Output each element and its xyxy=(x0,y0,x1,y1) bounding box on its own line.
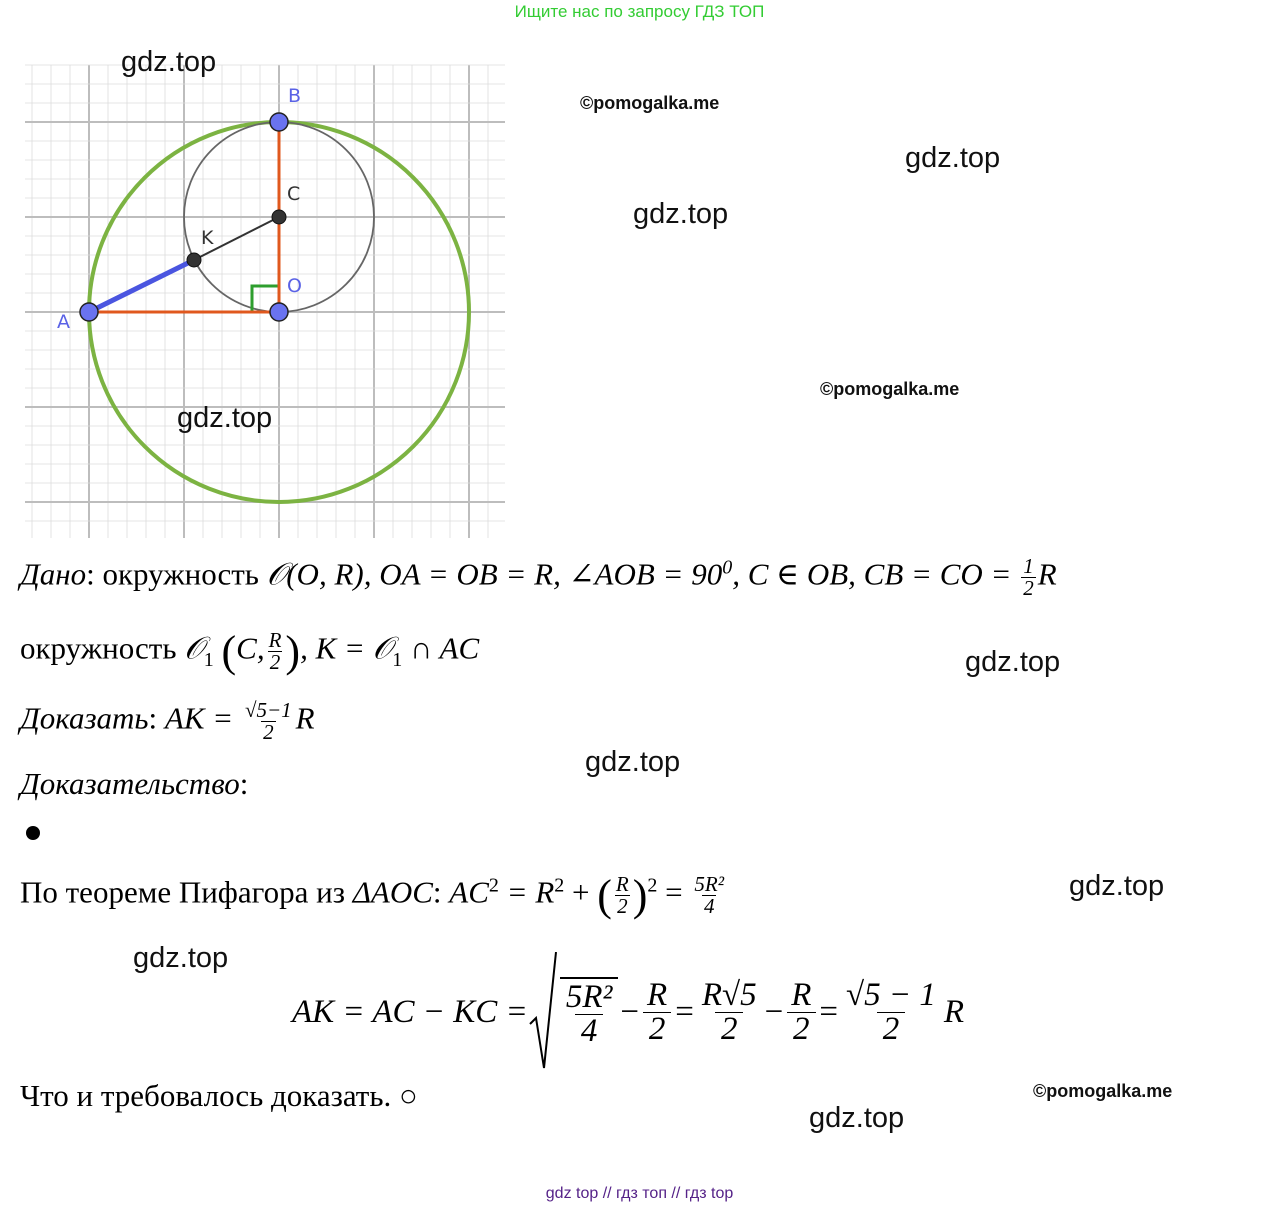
prove-line: Доказать: AK = $\frac{√5-1}{2}$ R xyxy=(20,698,315,744)
geometry-figure xyxy=(20,60,510,540)
pythagoras-line: По теореме Пифагора из ΔAOC: $AC^2 = R^2$ + ( $\frac{R}{2}$ )$^2$ = $\frac{\text{5R²}}{4}$ xyxy=(20,871,724,920)
label-o: O xyxy=(287,275,302,297)
watermark-pomogalka: ©pomogalka.me xyxy=(1033,1081,1173,1101)
given-label: Дано xyxy=(20,556,87,592)
segment-ak xyxy=(89,260,194,312)
watermark-gdz: gdz.top xyxy=(1069,870,1165,902)
sqrt-sign: $\frac{\text{5R²}}{4}$ xyxy=(528,952,621,1072)
given-line-2: окружность 𝒪$_1$ (C, $\frac{R}{2}$ ), K = 𝒪$_1$ ∩ AC xyxy=(20,627,480,676)
watermark-gdz: gdz.top xyxy=(633,198,729,230)
point-a xyxy=(80,303,98,321)
label-a: A xyxy=(57,311,70,333)
fraction-half: $\frac{1}{2}$ xyxy=(1023,554,1034,600)
search-banner: Ищите нас по запросу ГДЗ ТОП xyxy=(514,2,765,21)
watermark-pomogalka: ©pomogalka.me xyxy=(820,379,960,399)
label-k: K xyxy=(201,227,214,249)
watermark-gdz: gdz.top xyxy=(585,746,681,778)
footer-links[interactable]: gdz top // гдз топ // гдз top xyxy=(545,1185,734,1202)
prove-label: Доказать xyxy=(20,700,149,736)
point-b xyxy=(270,113,288,131)
label-b: B xyxy=(288,85,302,107)
bullet-point xyxy=(26,826,40,840)
point-o xyxy=(270,303,288,321)
watermark-gdz: gdz.top xyxy=(133,942,229,974)
label-c: C xyxy=(287,183,301,205)
grid xyxy=(25,65,505,538)
qed-line: Что и требовалось доказать. ○ xyxy=(20,1078,418,1113)
radical-icon xyxy=(528,952,558,1072)
watermark-gdz: gdz.top xyxy=(121,46,217,78)
main-formula: AK = AC − KC = $\frac{\text{5R²}}{4}$ − $\frac{R}{2}$ = $\frac{R√5}{2}$ − $\frac{R}{2}$ = $\frac{√5 - 1}{2}$ R xyxy=(292,952,964,1072)
watermark-gdz: gdz.top xyxy=(809,1102,905,1134)
proof-label: Доказательство: xyxy=(20,766,249,801)
watermark-gdz: gdz.top xyxy=(905,142,1001,174)
watermark-gdz: gdz.top xyxy=(965,646,1061,678)
given-line-1: Дано: окружность 𝒪(O, R), OA = OB = R, ∠AOB = $90^0$, C ∈ OB, CB = CO = $\frac{1}{2}$ R xyxy=(20,554,1057,600)
watermark-gdz: gdz.top xyxy=(177,402,273,434)
watermark-pomogalka: ©pomogalka.me xyxy=(580,93,720,113)
point-c xyxy=(272,210,286,224)
point-k xyxy=(187,253,201,267)
